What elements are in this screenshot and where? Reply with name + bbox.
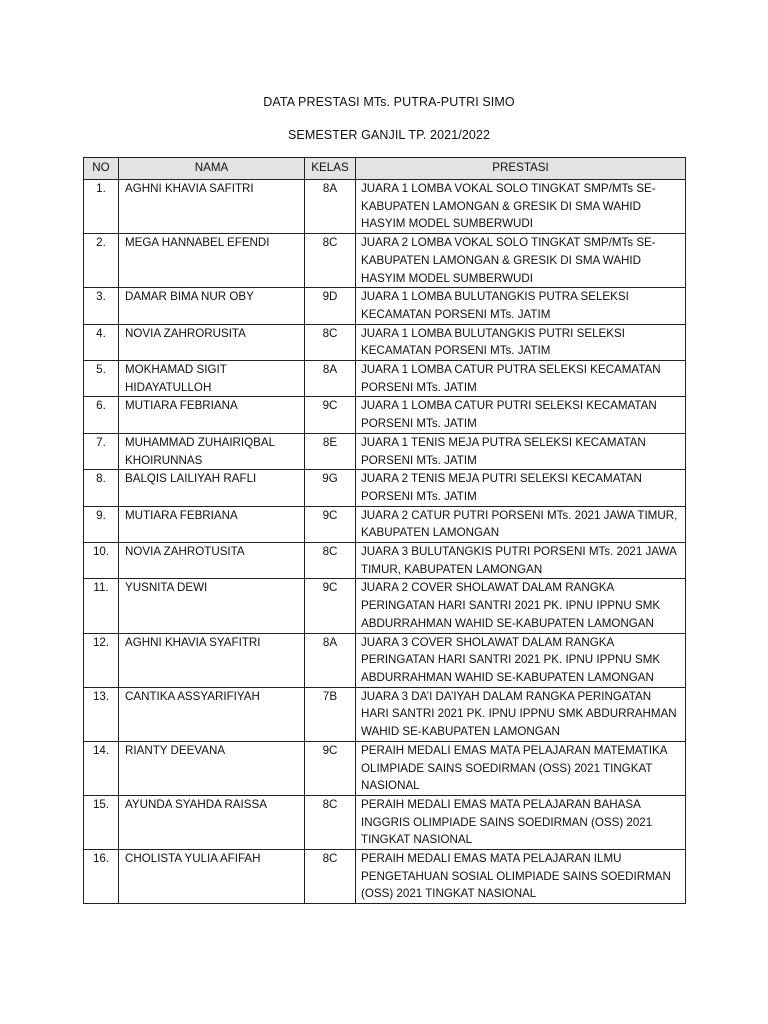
header-no: NO [84, 158, 119, 180]
cell-kelas: 9C [305, 741, 356, 795]
table-row [84, 795, 686, 849]
cell-no: 2. [84, 234, 119, 288]
table-header-row [84, 158, 686, 180]
cell-no: 15. [84, 795, 119, 849]
cell-kelas: 8C [305, 850, 356, 904]
cell-kelas: 9D [305, 288, 356, 324]
cell-prestasi: JUARA 1 TENIS MEJA PUTRA SELEKSI KECAMATAN PORSENI MTs. JATIM [356, 433, 686, 469]
cell-prestasi: JUARA 3 COVER SHOLAWAT DALAM RANGKA PERINGATAN HARI SANTRI 2021 PK. IPNU IPPNU SMK ABDURRAHMAN WAHID SE-KABUPATEN LAMONGAN [356, 633, 686, 687]
cell-nama: MEGA HANNABEL EFENDI [119, 234, 305, 288]
cell-kelas: 8A [305, 180, 356, 234]
table-row [84, 633, 686, 687]
cell-nama: AYUNDA SYAHDA RAISSA [119, 795, 305, 849]
table-row [84, 543, 686, 579]
cell-nama: NOVIA ZAHRORUSITA [119, 324, 305, 360]
cell-prestasi: PERAIH MEDALI EMAS MATA PELAJARAN MATEMATIKA OLIMPIADE SAINS SOEDIRMAN (OSS) 2021 TINGKAT NASIONAL [356, 741, 686, 795]
document-title: DATA PRESTASI MTs. PUTRA-PUTRI SIMO [263, 95, 515, 109]
achievement-table [83, 157, 686, 904]
table-row [84, 234, 686, 288]
table-row [84, 433, 686, 469]
document-subtitle: SEMESTER GANJIL TP. 2021/2022 [287, 128, 491, 142]
cell-prestasi: JUARA 2 CATUR PUTRI PORSENI MTs. 2021 JAWA TIMUR, KABUPATEN LAMONGAN [356, 506, 686, 542]
cell-prestasi: JUARA 2 COVER SHOLAWAT DALAM RANGKA PERINGATAN HARI SANTRI 2021 PK. IPNU IPPNU SMK ABDURRAHMAN WAHID SE-KABUPATEN LAMONGAN [356, 579, 686, 633]
table-body [84, 180, 686, 904]
cell-nama: NOVIA ZAHROTUSITA [119, 543, 305, 579]
cell-prestasi: JUARA 1 LOMBA VOKAL SOLO TINGKAT SMP/MTs SE-KABUPATEN LAMONGAN & GRESIK DI SMA WAHID HASYIM MODEL SUMBERWUDI [356, 180, 686, 234]
cell-kelas: 9G [305, 470, 356, 506]
table-row [84, 741, 686, 795]
cell-no: 13. [84, 687, 119, 741]
cell-nama: RIANTY DEEVANA [119, 741, 305, 795]
cell-no: 11. [84, 579, 119, 633]
cell-no: 4. [84, 324, 119, 360]
header-prestasi: PRESTASI [356, 158, 686, 180]
cell-kelas: 8E [305, 433, 356, 469]
cell-kelas: 8C [305, 324, 356, 360]
table-row [84, 506, 686, 542]
cell-nama: DAMAR BIMA NUR OBY [119, 288, 305, 324]
cell-nama: MUTIARA FEBRIANA [119, 506, 305, 542]
cell-kelas: 7B [305, 687, 356, 741]
cell-kelas: 8A [305, 361, 356, 397]
cell-nama: MUTIARA FEBRIANA [119, 397, 305, 433]
cell-nama: MUHAMMAD ZUHAIRIQBAL KHOIRUNNAS [119, 433, 305, 469]
cell-kelas: 9C [305, 579, 356, 633]
cell-no: 9. [84, 506, 119, 542]
cell-nama: MOKHAMAD SIGIT HIDAYATULLOH [119, 361, 305, 397]
cell-prestasi: PERAIH MEDALI EMAS MATA PELAJARAN BAHASA INGGRIS OLIMPIADE SAINS SOEDIRMAN (OSS) 2021 TINGKAT NASIONAL [356, 795, 686, 849]
cell-no: 5. [84, 361, 119, 397]
cell-kelas: 8A [305, 633, 356, 687]
table-row [84, 180, 686, 234]
cell-nama: AGHNI KHAVIA SYAFITRI [119, 633, 305, 687]
cell-no: 14. [84, 741, 119, 795]
cell-kelas: 8C [305, 234, 356, 288]
cell-prestasi: JUARA 1 LOMBA CATUR PUTRI SELEKSI KECAMATAN PORSENI MTs. JATIM [356, 397, 686, 433]
cell-no: 12. [84, 633, 119, 687]
table-row [84, 850, 686, 904]
cell-prestasi: JUARA 2 LOMBA VOKAL SOLO TINGKAT SMP/MTs SE-KABUPATEN LAMONGAN & GRESIK DI SMA WAHID HASYIM MODEL SUMBERWUDI [356, 234, 686, 288]
cell-no: 1. [84, 180, 119, 234]
cell-prestasi: JUARA 3 BULUTANGKIS PUTRI PORSENI MTs. 2021 JAWA TIMUR, KABUPATEN LAMONGAN [356, 543, 686, 579]
cell-kelas: 9C [305, 397, 356, 433]
table-row [84, 361, 686, 397]
cell-prestasi: JUARA 1 LOMBA CATUR PUTRA SELEKSI KECAMATAN PORSENI MTs. JATIM [356, 361, 686, 397]
cell-kelas: 8C [305, 795, 356, 849]
cell-nama: CANTIKA ASSYARIFIYAH [119, 687, 305, 741]
cell-prestasi: JUARA 1 LOMBA BULUTANGKIS PUTRI SELEKSI KECAMATAN PORSENI MTs. JATIM [356, 324, 686, 360]
header-nama: NAMA [119, 158, 305, 180]
cell-no: 7. [84, 433, 119, 469]
table-row [84, 288, 686, 324]
table-row [84, 687, 686, 741]
cell-no: 10. [84, 543, 119, 579]
cell-kelas: 8C [305, 543, 356, 579]
cell-no: 6. [84, 397, 119, 433]
cell-prestasi: PERAIH MEDALI EMAS MATA PELAJARAN ILMU PENGETAHUAN SOSIAL OLIMPIADE SAINS SOEDIRMAN (OSS) 2021 TINGKAT NASIONAL [356, 850, 686, 904]
cell-nama: BALQIS LAILIYAH RAFLI [119, 470, 305, 506]
table-row [84, 324, 686, 360]
cell-prestasi: JUARA 3 DA’I DA’IYAH DALAM RANGKA PERINGATAN HARI SANTRI 2021 PK. IPNU IPPNU SMK ABDURRAHMAN WAHID SE-KABUPATEN LAMONGAN [356, 687, 686, 741]
cell-prestasi: JUARA 2 TENIS MEJA PUTRI SELEKSI KECAMATAN PORSENI MTs. JATIM [356, 470, 686, 506]
cell-kelas: 9C [305, 506, 356, 542]
cell-nama: AGHNI KHAVIA SAFITRI [119, 180, 305, 234]
table-row [84, 397, 686, 433]
cell-nama: CHOLISTA YULIA AFIFAH [119, 850, 305, 904]
cell-prestasi: JUARA 1 LOMBA BULUTANGKIS PUTRA SELEKSI KECAMATAN PORSENI MTs. JATIM [356, 288, 686, 324]
header-kelas: KELAS [305, 158, 356, 180]
table-row [84, 579, 686, 633]
cell-no: 16. [84, 850, 119, 904]
table-row [84, 470, 686, 506]
cell-no: 8. [84, 470, 119, 506]
cell-no: 3. [84, 288, 119, 324]
cell-nama: YUSNITA DEWI [119, 579, 305, 633]
